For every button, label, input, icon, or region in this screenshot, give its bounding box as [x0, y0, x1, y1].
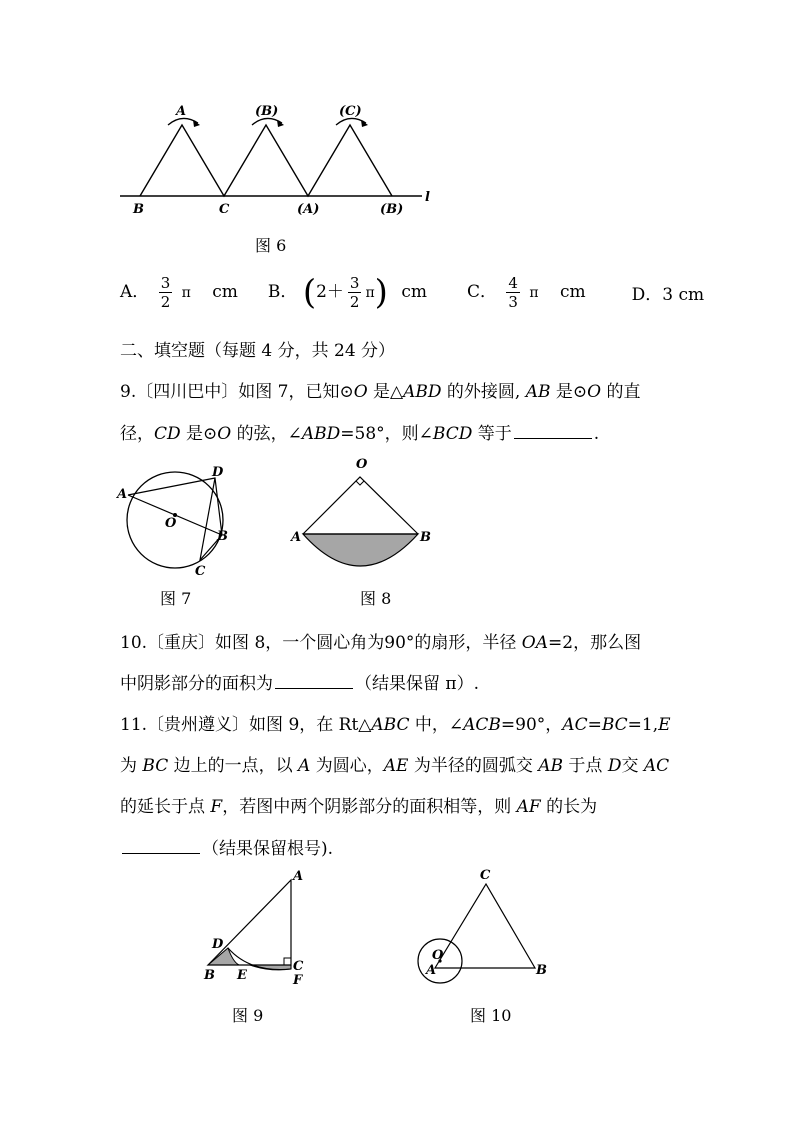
option-c: C． $\frac{4}{3}$ π cm	[466, 273, 586, 311]
label-C: C	[480, 868, 491, 883]
q9-line-1: 9.〔四川巴中〕如图 7，已知⊙O 是△ABD 的外接圆, AB 是⊙O 的直	[120, 382, 641, 402]
option-b: B． (2＋ $\frac{3}{2}$ π) cm	[267, 272, 427, 312]
label-B: B	[133, 202, 144, 217]
arrow-head-1	[193, 120, 200, 127]
q9-line-2: 径，CD 是⊙O 的弦，∠ABD=58°，则∠BCD 等于 .	[120, 424, 600, 444]
figure-6	[110, 95, 440, 225]
label-A: A	[117, 487, 128, 502]
right-angle-mark	[356, 481, 364, 485]
label-A: A	[291, 530, 302, 545]
label-B: B	[536, 963, 547, 978]
figure-9	[195, 868, 315, 993]
arrow-head-3	[361, 120, 368, 127]
figure-9-caption: 图 9	[232, 1006, 264, 1025]
option-a: A． $\frac{3}{2}$ π cm	[120, 273, 238, 311]
label-O: O	[165, 516, 177, 531]
option-d: D．3 cm	[631, 284, 705, 305]
shaded-segment	[303, 534, 418, 566]
label-D: D	[212, 937, 224, 952]
q9-answer-blank[interactable]	[514, 437, 592, 439]
label-E: E	[237, 968, 247, 983]
label-B: B	[217, 529, 228, 544]
label-A-bot: (A)	[297, 202, 320, 217]
label-C: C	[219, 202, 230, 217]
q10-line-1: 10.〔重庆〕如图 8，一个圆心角为90°的扇形，半径 OA=2，那么图	[120, 633, 642, 653]
label-D: D	[212, 465, 224, 480]
label-O: O	[432, 948, 444, 963]
label-B-top: (B)	[255, 104, 279, 119]
q11-answer-blank[interactable]	[122, 852, 200, 854]
q11-line-4: （结果保留根号).	[120, 834, 333, 859]
figure-7	[115, 465, 245, 580]
q11-line-2: 为 BC 边上的一点，以 A 为圆心，AE 为半径的圆弧交 AB 于点 D交 AC	[120, 756, 670, 776]
label-O: O	[356, 457, 368, 472]
section-heading: 二、填空题（每题 4 分，共 24 分）	[120, 341, 396, 361]
arrow-head-2	[277, 120, 284, 127]
q11-line-3: 的延长于点 F，若图中两个阴影部分的面积相等，则 AF 的长为	[120, 797, 598, 817]
label-F: F	[293, 973, 303, 988]
figure-10	[410, 862, 555, 992]
triangle-abc	[208, 880, 291, 965]
label-A: A	[426, 963, 437, 978]
triangle-abc	[435, 884, 535, 968]
label-C-top: (C)	[339, 104, 362, 119]
q10-line-2: 中阴影部分的面积为 （结果保留 π）.	[120, 674, 479, 694]
figure-8	[285, 455, 445, 570]
figure-8-caption: 图 8	[360, 589, 392, 608]
label-A-top: A	[176, 104, 187, 119]
figure-6-caption: 图 6	[255, 236, 287, 255]
q11-line-1: 11.〔贵州遵义〕如图 9，在 Rt△ABC 中，∠ACB=90°，AC=BC=1,E	[120, 715, 671, 735]
label-B: B	[420, 530, 431, 545]
label-l: l	[425, 190, 430, 205]
answer-options	[120, 270, 704, 314]
label-C: C	[293, 959, 304, 974]
q10-answer-blank[interactable]	[275, 687, 353, 689]
label-B-bot: (B)	[380, 202, 404, 217]
figure-7-caption: 图 7	[160, 589, 192, 608]
label-A: A	[293, 869, 304, 884]
sector-radii	[303, 477, 418, 534]
triangle-chain	[140, 125, 392, 196]
figure-10-caption: 图 10	[470, 1006, 512, 1025]
label-C: C	[195, 564, 206, 579]
label-B: B	[204, 968, 215, 983]
right-angle-mark	[284, 958, 291, 965]
